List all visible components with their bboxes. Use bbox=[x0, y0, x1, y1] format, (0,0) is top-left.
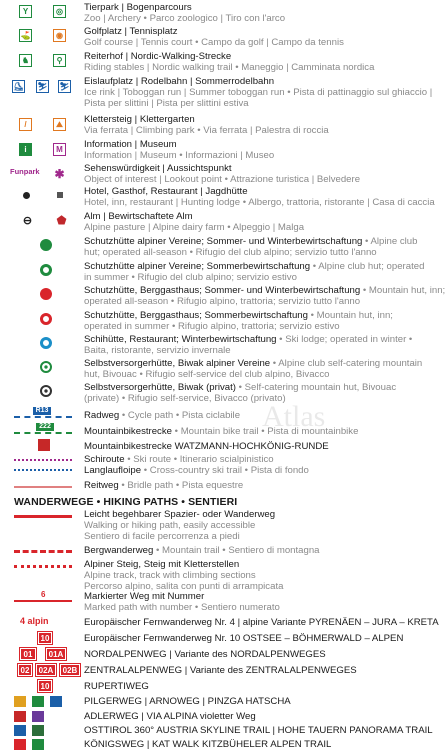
legend-translation: Alpine pasture | Alpine dairy farm • Alpeggio | Malga bbox=[84, 222, 305, 233]
path-row-marked bbox=[0, 591, 448, 615]
zentralalpen-badge: 02 bbox=[18, 664, 32, 676]
legend-row-ski-lodge bbox=[0, 334, 448, 358]
legend-title: Golfplatz | Tennisplatz bbox=[84, 26, 178, 37]
legend-title: Radweg bbox=[84, 410, 120, 421]
legend-translation: Object of interest | Lookout point • Attrazione turistica | Belvedere bbox=[84, 174, 361, 185]
legend-row-hut-inn-all bbox=[0, 285, 448, 309]
path-row-e10 bbox=[0, 630, 448, 646]
path-row-pilgerweg bbox=[0, 694, 448, 708]
legend-title: Schutzhütte, Berggasthaus; Sommer- und Winterbewirtschaftung bbox=[84, 285, 361, 296]
legend-row-bivouac-club bbox=[0, 358, 448, 382]
legend-translation: Sentiero di facile percorrenza a piedi bbox=[84, 531, 240, 542]
legend-translation: • Cycle path • Pista ciclabile bbox=[119, 410, 241, 421]
legend-translation: • Bridle path • Pista equestre bbox=[118, 480, 244, 491]
legend-translation: Riding stables | Nordic walking trail • Maneggio | Camminata nordica bbox=[84, 62, 375, 73]
ice-rink-icon: ⛸ bbox=[13, 82, 24, 91]
ski-lodge-icon bbox=[40, 337, 52, 349]
path-row-alpine bbox=[0, 559, 448, 595]
toboggan-icon: ⛷ bbox=[37, 82, 48, 91]
legend-row-sights bbox=[0, 163, 448, 185]
hut-club-summer-icon bbox=[40, 264, 52, 276]
golf-icon: ⛳ bbox=[20, 31, 31, 40]
mtb-line bbox=[14, 432, 72, 434]
climbing-park-icon: ⛰ bbox=[53, 118, 66, 131]
zoo-icon: Y bbox=[19, 5, 32, 18]
legend-translation: Alpine track, track with climbing sections bbox=[84, 570, 256, 581]
pilgerweg-icon bbox=[14, 696, 26, 707]
legend-translation: operated in summer • Rifugio alpino, trattoria; servizio estivo bbox=[84, 321, 340, 332]
legend-translation: hut, Bivouac • Rifugio self-service del club alpino, Bivacco bbox=[84, 369, 330, 380]
legend-translation: hut; operated all-season • Rifugio del club alpino; servizio tutto l'anno bbox=[84, 247, 377, 258]
hunting-lodge-icon bbox=[57, 192, 63, 198]
legend-title: Schiroute bbox=[84, 454, 125, 465]
easy-path-line bbox=[14, 515, 72, 518]
cycle-path-badge: R13 bbox=[33, 407, 51, 415]
legend-title: Schihütte, Restaurant; Winterbewirtschaftung bbox=[84, 334, 277, 345]
legend-translation: • Self-catering mountain hut, Bivouac bbox=[235, 382, 397, 393]
tennis-icon: ◉ bbox=[53, 29, 66, 42]
path-row-mountain bbox=[0, 544, 448, 558]
museum-icon: M bbox=[53, 143, 66, 156]
legend-translation: Ice rink | Toboggan run | Summer toboggan run • Pista di pattinaggio sul ghiaccio | bbox=[84, 87, 433, 98]
legend-translation: Baita, ristorante, servizio invernale bbox=[84, 345, 231, 356]
legend-row-hut-club-all bbox=[0, 236, 448, 260]
legend-title: Selbstversorgerhütte, Biwak alpiner Vereine bbox=[84, 358, 271, 369]
kat-walk-icon bbox=[32, 739, 44, 750]
legend-title: Klettersteig | Klettergarten bbox=[84, 114, 195, 125]
legend-title: Schutzhütte alpiner Vereine; Sommerbewirtschaftung bbox=[84, 261, 311, 272]
legend-row-hotel bbox=[0, 186, 448, 208]
bivouac-private-icon bbox=[40, 385, 52, 397]
legend-row-riding bbox=[0, 51, 448, 73]
legend-title: PILGERWEG | ARNOWEG | PINZGA HATSCHA bbox=[84, 696, 291, 707]
bridle-path-line bbox=[14, 486, 72, 488]
legend-title: Eislaufplatz | Rodelbahn | Sommerrodelbahn bbox=[84, 76, 275, 87]
legend-translation: • Mountain hut, inn; bbox=[307, 310, 393, 321]
path-row-osttirol bbox=[0, 723, 448, 737]
legend-title: Reiterhof | Nordic-Walking-Strecke bbox=[84, 51, 232, 62]
information-icon: i bbox=[19, 143, 32, 156]
legend-row-mtb-watzmann bbox=[0, 438, 448, 452]
hut-club-allseason-icon bbox=[40, 239, 52, 251]
legend-row-zoo bbox=[0, 2, 448, 22]
alpine-pasture-icon: ⊖ bbox=[22, 215, 33, 227]
legend-translation: Information | Museum • Informazioni | Museo bbox=[84, 150, 275, 161]
legend-translation: Golf course | Tennis court • Campo da golf | Campo da tennis bbox=[84, 37, 344, 48]
path-row-e4 bbox=[0, 614, 448, 630]
legend-title: Europäischer Fernwanderweg Nr. 10 OSTSEE – BÖHMERWALD – ALPEN bbox=[84, 633, 404, 644]
mtb-badge: 222 bbox=[36, 423, 54, 431]
via-ferrata-icon: / bbox=[19, 118, 32, 131]
legend-translation: Pista per slittini | Pista per slittini estiva bbox=[84, 98, 249, 109]
legend-translation: in summer • Rifugio del club alpino; servizio estivo bbox=[84, 272, 297, 283]
arnoweg-icon bbox=[32, 696, 44, 707]
osttirol-icon bbox=[14, 725, 26, 736]
path-row-easy bbox=[0, 509, 448, 545]
legend-translation: • Ski lodge; operated in winter • bbox=[276, 334, 413, 345]
legend-title: RUPERTIWEG bbox=[84, 681, 149, 692]
legend-title: Europäischer Fernwanderweg Nr. 4 | alpine Variante PYRENÄEN – JURA – KRETA bbox=[84, 617, 439, 628]
section-title: WANDERWEGE • HIKING PATHS • SENTIERI bbox=[14, 496, 238, 508]
alpine-track-line bbox=[14, 565, 72, 568]
via-alpina-icon bbox=[32, 711, 44, 722]
legend-title: Sehenswürdigkeit | Aussichtspunkt bbox=[84, 163, 232, 174]
legend-row-cycle bbox=[0, 407, 448, 421]
path-row-nordalpen bbox=[0, 646, 448, 662]
legend-translation: • Ski route • Itinerario scialpinistico bbox=[124, 454, 274, 465]
e4-badge: 4 alpin bbox=[20, 616, 70, 628]
legend-title: Information | Museum bbox=[84, 139, 177, 150]
legend-translation: • Alpine club hut; operated bbox=[310, 261, 425, 272]
legend-translation: Marked path with number • Sentiero numerato bbox=[84, 602, 280, 613]
legend-translation: Zoo | Archery • Parco zoologico | Tiro con l'arco bbox=[84, 13, 286, 24]
legend-row-hut-inn-summer bbox=[0, 310, 448, 334]
legend-translation: Via ferrata | Climbing park • Via ferrata | Palestra di roccia bbox=[84, 125, 329, 136]
legend-translation: • Mountain hut, inn; bbox=[360, 285, 446, 296]
legend-translation: operated all-season • Rifugio alpino, trattoria; servizio tutto l'anno bbox=[84, 296, 361, 307]
path-row-adlerweg bbox=[0, 709, 448, 723]
legend-title: Schutzhütte alpiner Vereine; Sommer- und Winterbewirtschaftung bbox=[84, 236, 363, 247]
legend-title: ZENTRALALPENWEG | Variante des ZENTRALALPENWEGES bbox=[84, 665, 357, 676]
legend-title: Selbstversorgerhütte, Biwak (privat) bbox=[84, 382, 236, 393]
legend-title: Leicht begehbarer Spazier- oder Wanderweg bbox=[84, 509, 276, 520]
hut-inn-allseason-icon bbox=[40, 288, 52, 300]
legend-title: Mountainbikestrecke bbox=[84, 426, 172, 437]
legend-title: Alpiner Steig, Steig mit Kletterstellen bbox=[84, 559, 240, 570]
path-row-ruperti bbox=[0, 678, 448, 694]
legend-translation: Percorso alpino, salita con punti di arrampicata bbox=[84, 581, 284, 592]
legend-title: OSTTIROL 360° AUSTRIA SKYLINE TRAIL | HOHE TAUERN PANORAMA TRAIL bbox=[84, 725, 433, 736]
hohe-tauern-icon bbox=[32, 725, 44, 736]
watzmann-icon bbox=[38, 439, 50, 451]
legend-translation: • Alpine club self-catering mountain bbox=[270, 358, 423, 369]
legend-title: Alm | Bewirtschaftete Alm bbox=[84, 211, 193, 222]
nordic-walking-icon: ⚲ bbox=[53, 54, 66, 67]
legend-title: ADLERWEG | VIA ALPINA violetter Weg bbox=[84, 711, 256, 722]
legend-title: Markierter Weg mit Nummer bbox=[84, 591, 205, 602]
legend-row-ice bbox=[0, 76, 448, 110]
legend-title: NORDALPENWEG | Variante des NORDALPENWEGES bbox=[84, 649, 326, 660]
hut-inn-summer-icon bbox=[40, 313, 52, 325]
zentralalpen-variant-a-badge: 02A bbox=[36, 664, 56, 676]
legend-translation: • Mountain bike trail • Pista di mountainbike bbox=[172, 426, 359, 437]
legend-title: Bergwanderweg bbox=[84, 545, 154, 556]
legend-title: Reitweg bbox=[84, 480, 119, 491]
nordalpen-variant-badge: 01A bbox=[46, 648, 66, 660]
legend-translation: Walking or hiking path, easily accessible bbox=[84, 520, 256, 531]
archery-icon: ◎ bbox=[53, 5, 66, 18]
adlerweg-icon bbox=[14, 711, 26, 722]
path-row-koenigsweg bbox=[0, 737, 448, 750]
hotel-icon bbox=[23, 192, 30, 199]
cross-country-line bbox=[14, 469, 72, 471]
legend-title: KÖNIGSWEG | KAT WALK KITZBÜHELER ALPEN TRAIL bbox=[84, 739, 332, 750]
legend-row-climbing bbox=[0, 114, 448, 136]
marked-path-number: 6 bbox=[41, 590, 46, 599]
zentralalpen-variant-b-badge: 02B bbox=[60, 664, 80, 676]
legend-row-ski bbox=[0, 454, 448, 478]
legend-translation: • Alpine club bbox=[362, 236, 418, 247]
legend-translation: • Mountain trail • Sentiero di montagna bbox=[153, 545, 320, 556]
path-row-zentralalpen bbox=[0, 662, 448, 678]
legend-title: Schutzhütte, Berggasthaus; Sommerbewirtschaftung bbox=[84, 310, 308, 321]
nordalpen-badge: 01 bbox=[20, 648, 36, 660]
alpine-dairy-icon: ⬟ bbox=[56, 215, 67, 227]
legend-translation: (private) • Rifugio self-service, Bivacco (privato) bbox=[84, 393, 286, 404]
cycle-path-line bbox=[14, 416, 72, 418]
funpark-label: Funpark bbox=[10, 167, 40, 176]
legend-title: Tierpark | Bogenparcours bbox=[84, 2, 192, 13]
legend-row-hut-club-summer bbox=[0, 261, 448, 285]
lookout-icon: ✱ bbox=[54, 166, 65, 181]
e10-badge: 10 bbox=[38, 632, 52, 644]
legend-row-bivouac-private bbox=[0, 382, 448, 406]
marked-path-line bbox=[14, 600, 72, 602]
legend-translation: Hotel, inn, restaurant | Hunting lodge • Albergo, trattoria, ristorante | Casa di caccia bbox=[84, 197, 435, 208]
watermark: Atlas bbox=[262, 400, 326, 433]
ski-route-line bbox=[14, 459, 72, 461]
ruperti-badge: 10 bbox=[38, 680, 52, 692]
summer-toboggan-icon: ⛷ bbox=[59, 82, 70, 91]
bivouac-club-icon bbox=[40, 361, 52, 373]
legend-title: Hotel, Gasthof, Restaurant | Jagdhütte bbox=[84, 186, 248, 197]
legend-row-golf bbox=[0, 26, 448, 48]
legend-title: Langlaufloipe bbox=[84, 465, 142, 476]
legend-translation: • Cross-country ski trail • Pista di fondo bbox=[141, 465, 309, 476]
legend-title: Mountainbikestrecke WATZMANN-HOCHKÖNIG-RUNDE bbox=[84, 441, 329, 452]
legend-row-info bbox=[0, 139, 448, 161]
legend-row-alm bbox=[0, 211, 448, 233]
koenigsweg-icon bbox=[14, 739, 26, 750]
pinzga-icon bbox=[50, 696, 62, 707]
legend-row-bridle bbox=[0, 479, 448, 493]
mountain-trail-line bbox=[14, 550, 72, 553]
horse-icon: ♞ bbox=[19, 54, 32, 67]
legend-row-mtb bbox=[0, 423, 448, 437]
